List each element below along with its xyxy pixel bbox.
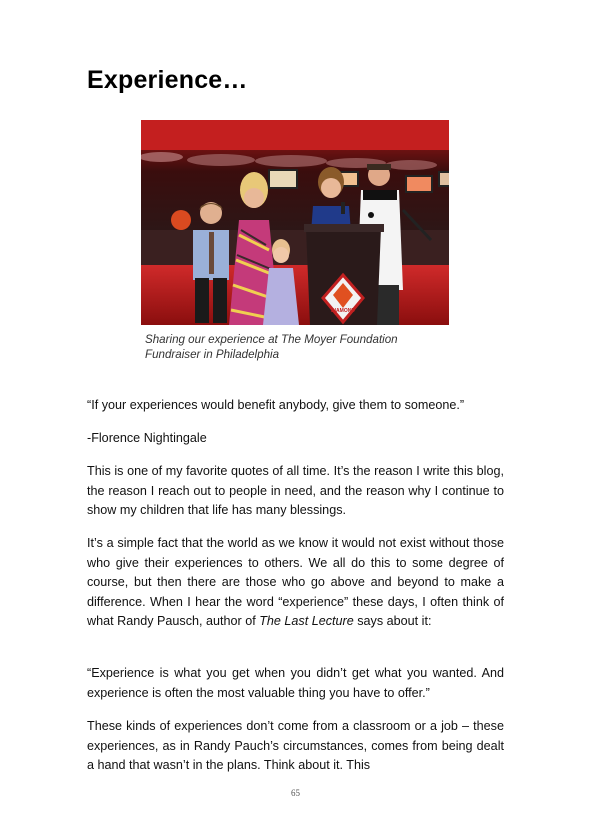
caption-line-2: Fundraiser in Philadelphia — [145, 348, 280, 361]
podium-logo-text: DIAMOND — [331, 308, 355, 314]
page-title: Experience… — [87, 66, 248, 94]
paragraph-3: These kinds of experiences don’t come from a classroom or a job – these experiences, as in Randy Pauch’s circumstances, comes from being dealt a hand that wasn’t in the plans. Think about it. This — [87, 719, 504, 773]
paragraph-2 — [87, 534, 504, 632]
caption-line-1: Sharing our experience at The Moyer Foundation — [145, 333, 398, 346]
page-number: 65 — [291, 788, 300, 798]
pausch-quote: “Experience is what you get when you didn’t get what you wanted. And experience is often the most valuable thing you have to offer.” — [87, 666, 504, 700]
quote-attribution: -Florence Nightingale — [87, 431, 207, 445]
photo-caption — [145, 332, 445, 362]
opening-quote: “If your experiences would benefit anybody, give them to someone.” — [87, 398, 465, 412]
book-title: The Last Lecture — [259, 614, 354, 629]
event-photo — [141, 120, 449, 325]
paragraph-1: This is one of my favorite quotes of all time. It’s the reason I write this blog, the reason I reach out to people in need, and the reason why I continue to show my children that life has many blessings. — [87, 464, 504, 518]
paragraph-2-text: It’s a simple fact that the world as we know it would not exist without those who give their experiences to others. We all do this to some degree of course, but then there are those who go above and beyond to make a difference. When I hear the word “experience” these days, I often think of what Randy Pausch, author of — [87, 536, 504, 629]
paragraph-2-end: says about it: — [353, 614, 432, 629]
